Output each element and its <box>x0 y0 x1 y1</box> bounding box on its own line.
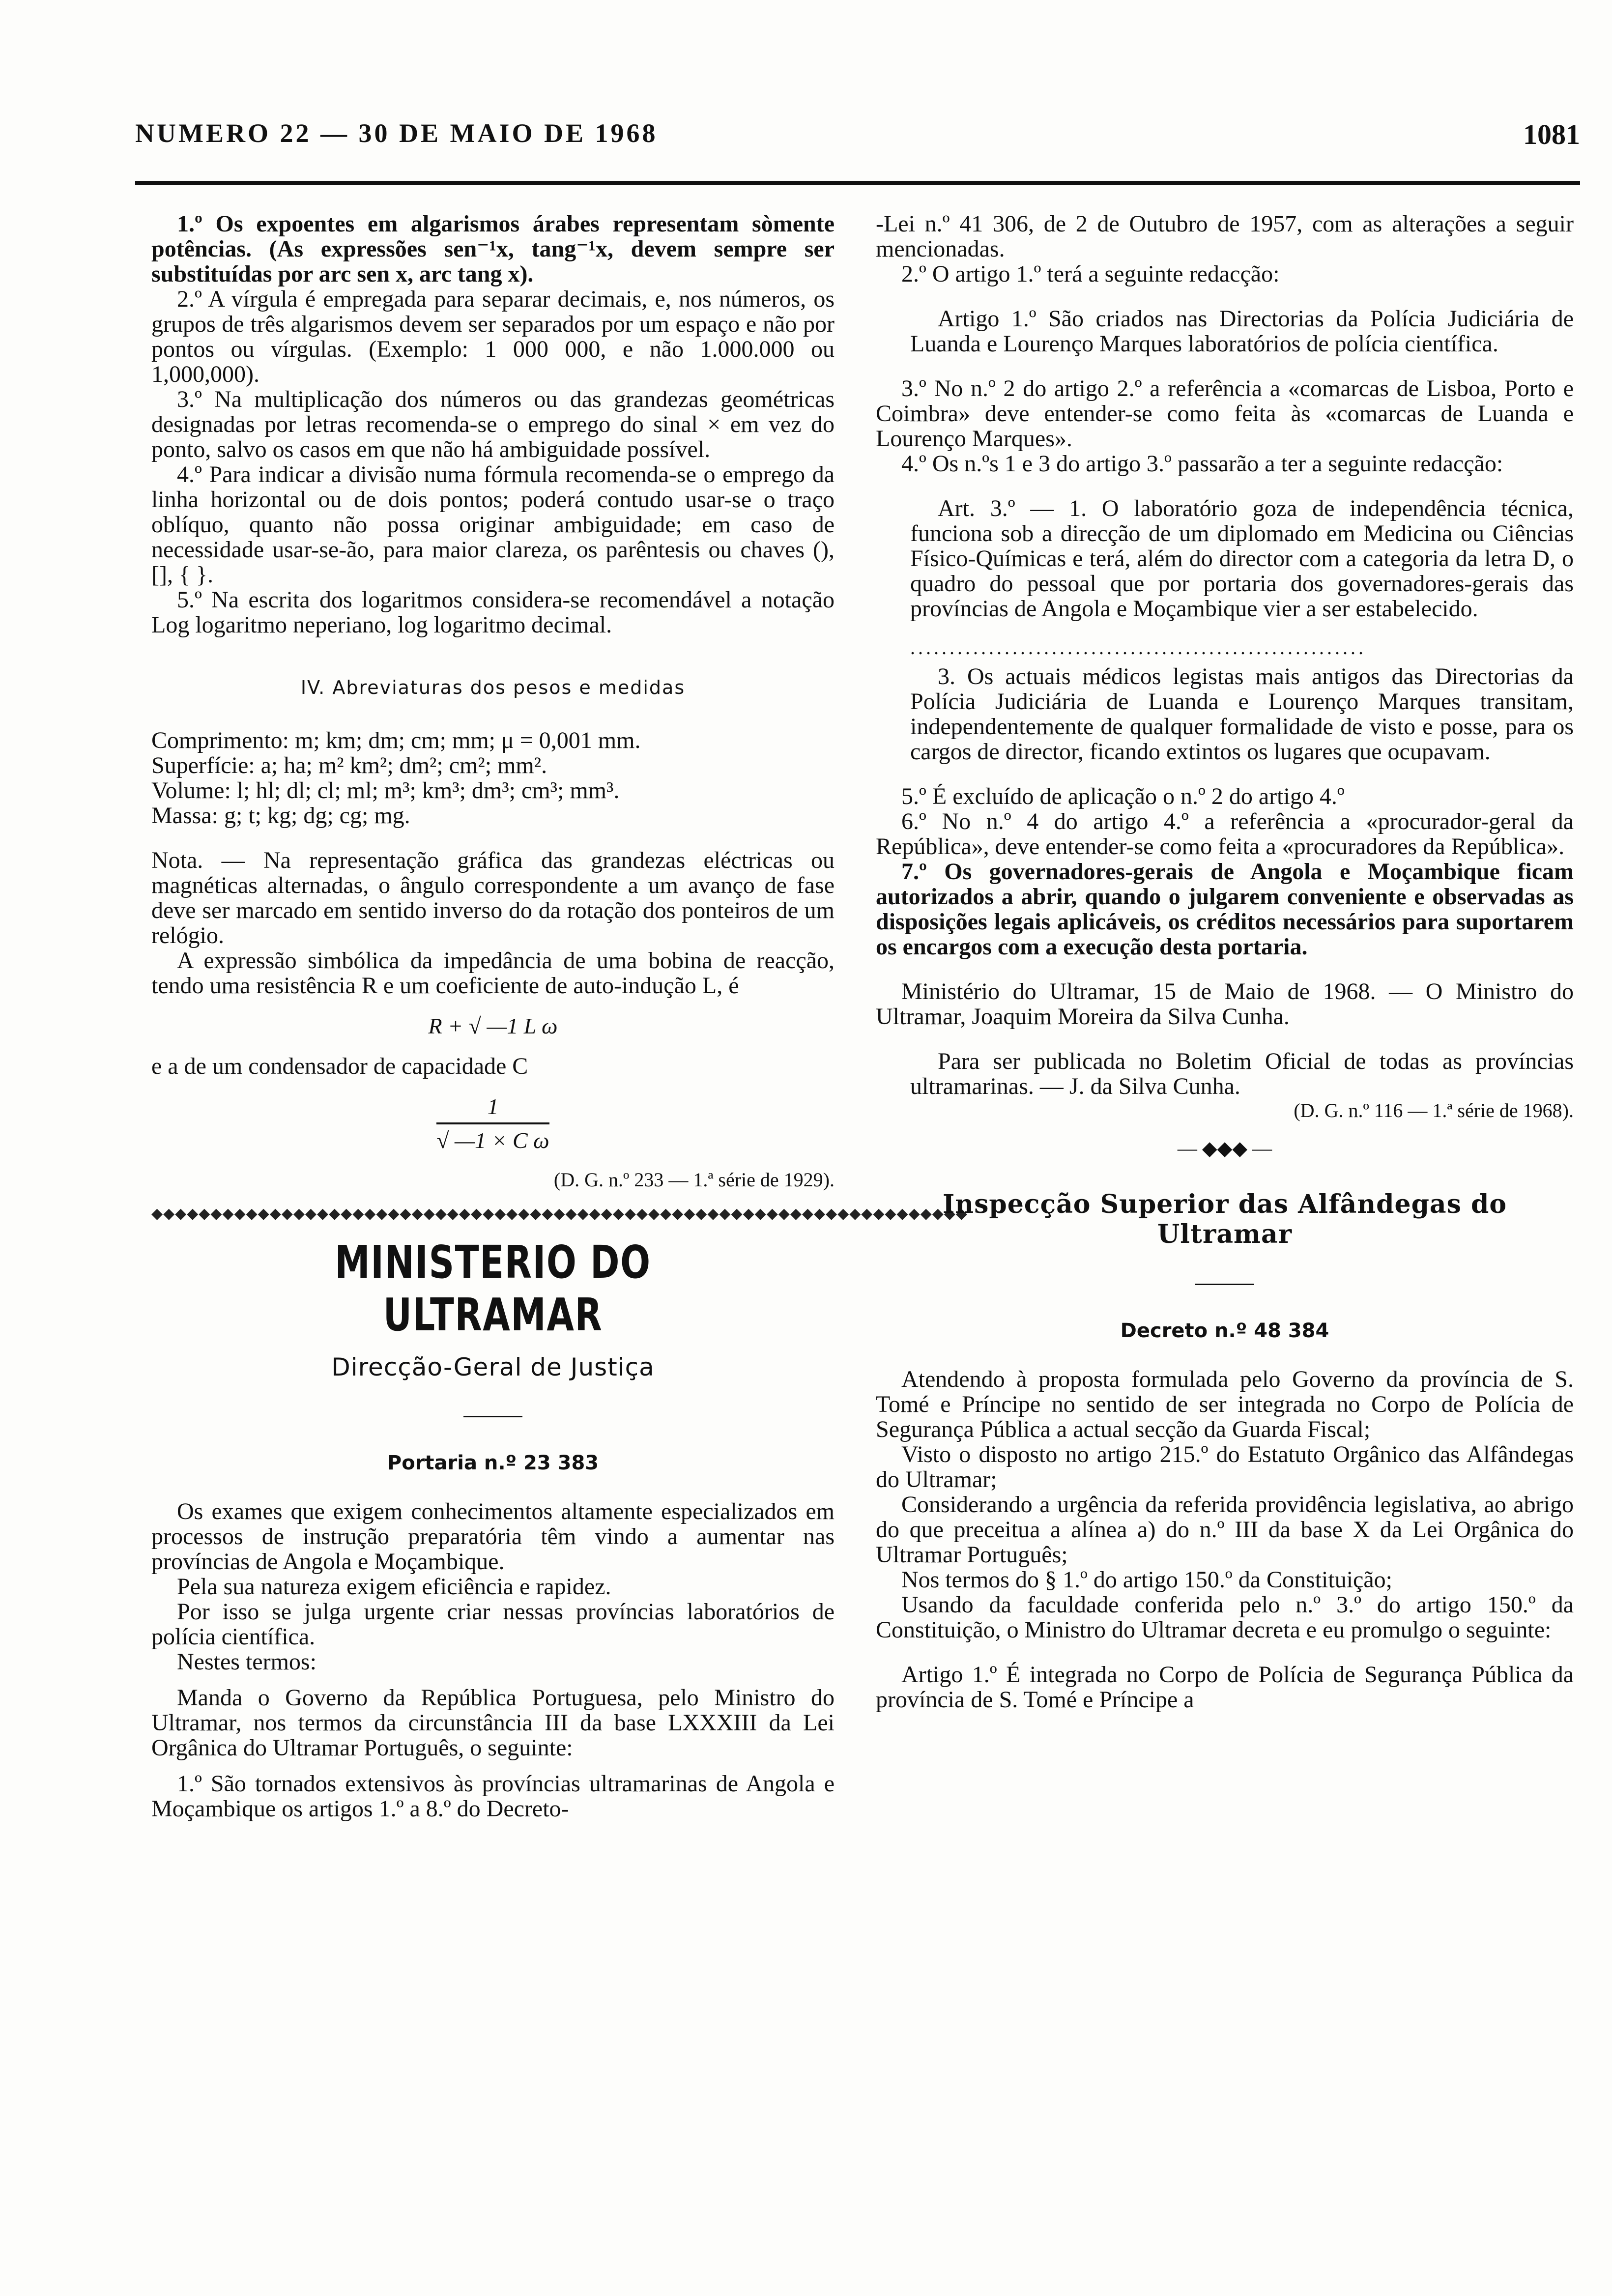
unit-volume: Volume: l; hl; dl; cl; ml; m³; km³; dm³; cm³; mm³. <box>151 777 620 804</box>
ellipsis-dots: .......................................................... <box>910 636 1366 659</box>
page-number: 1081 <box>1523 118 1580 150</box>
section-title: IV. Abreviaturas dos pesos e medidas <box>300 677 686 698</box>
item-2: 2.º O artigo 1.º terá a seguinte redacção: <box>901 261 1280 287</box>
decreto-para-4: Nos termos do § 1.º do artigo 150.º da Constituição; <box>901 1567 1392 1593</box>
unit-area: Superfície: a; ha; m² km²; dm²; cm²; mm². <box>151 752 547 778</box>
formula-coil: R + √ —1 L ω <box>428 1013 558 1038</box>
rule-4: 4.º Para indicar a divisão numa fórmula recomenda-se o emprego da linha horizontal ou de dois pontos; poderá contudo usar-se o traço oblíquo, quanto não possa originar ambiguidade; em caso de necessidade usar-se-ão, para maior clareza, os parêntesis ou chaves (), [], { }. <box>151 461 835 588</box>
portaria-para-2: Pela sua natureza exigem eficiência e rapidez. <box>177 1574 611 1600</box>
separator-mark: — ◆◆◆ — <box>1177 1137 1272 1159</box>
reference-1968: (D. G. n.º 116 — 1.ª série de 1968). <box>1294 1099 1574 1121</box>
decreto-para-3: Considerando a urgência da referida providência legislativa, ao abrigo do que preceitua a alínea a) do n.º III da base X da Lei Orgânica do Ultramar Português; <box>876 1492 1574 1568</box>
right-column <box>876 211 1574 1712</box>
directorate-title: Direcção-Geral de Justiça <box>331 1353 655 1381</box>
rule-1: 1.º Os expoentes em algarismos árabes representam sòmente potências. (As expressões sen⁻¹x, tang⁻¹x, devem sempre ser substituídas por arc sen x, arc tang x). <box>151 211 835 287</box>
decree-continuation: -Lei n.º 41 306, de 2 de Outubro de 1957, com as alterações a seguir mencionadas. <box>876 211 1574 262</box>
item-6: 6.º No n.º 4 do artigo 4.º a referência a «procurador-geral da República», deve entender-se como feita a «procuradores da República». <box>876 808 1574 860</box>
fraction-numerator: 1 <box>436 1093 549 1124</box>
page-header <box>135 118 1580 157</box>
fraction-denominator: √ —1 × C ω <box>436 1128 549 1153</box>
rule-2: 2.º A vírgula é empregada para separar decimais, e, nos números, os grupos de três algarismos devem ser separados por um espaço e não por pontos ou vírgulas. (Exemplo: 1 000 000, e não 1.000.000 ou 1,000,000). <box>151 286 835 387</box>
publication-note: Para ser publicada no Boletim Oficial de todas as províncias ultramarinas. — J. da Silva Cunha. <box>910 1048 1574 1099</box>
decreto-title: Decreto n.º 48 384 <box>1120 1320 1329 1342</box>
portaria-title: Portaria n.º 23 383 <box>387 1452 599 1474</box>
item-3: 3.º No n.º 2 do artigo 2.º a referência a «comarcas de Lisboa, Porto e Coimbra» deve entender-se como feita às «comarcas de Luanda e Lourenço Marques». <box>876 375 1574 452</box>
quote-art-3-2: 3. Os actuais médicos legistas mais antigos das Directorias da Polícia Judiciária de Luanda e Lourenço Marques transitam, independentemente de qualquer formalidade de visto e posse, para os cargos de director, ficando extintos os lugares que ocupavam. <box>910 663 1574 765</box>
portaria-para-3: Por isso se julga urgente criar nessas províncias laboratórios de polícia científica. <box>151 1599 835 1650</box>
short-rule <box>463 1416 522 1417</box>
quote-art-3: Art. 3.º — 1. O laboratório goza de independência técnica, funciona sob a direcção de um diplomado em Medicina ou Ciências Físico-Químicas e terá, além do director com a categoria da letra D, o quadro do pessoal que por portaria dos governadores-gerais das províncias de Angola e Moçambique vier a ser estabelecido. <box>910 495 1574 622</box>
issue-date: NUMERO 22 — 30 DE MAIO DE 1968 <box>135 118 658 148</box>
condensador-text: e a de um condensador de capacidade C <box>151 1053 528 1079</box>
rule-3: 3.º Na multiplicação dos números ou das grandezas geométricas designadas por letras recomenda-se o emprego do sinal × em vez do ponto, salvo os casos em que não há ambiguidade possível. <box>151 386 835 462</box>
decreto-para-6: Artigo 1.º É integrada no Corpo de Polícia de Segurança Pública da província de S. Tomé e Príncipe a <box>876 1662 1574 1713</box>
left-column <box>151 211 968 1822</box>
quote-artigo-1: Artigo 1.º São criados nas Directorias da Polícia Judiciária de Luanda e Lourenço Marques laboratórios de polícia científica. <box>910 306 1574 357</box>
nota: Nota. — Na representação gráfica das grandezas eléctricas ou magnéticas alternadas, o ângulo correspondente a um avanço de fase deve ser marcado em sentido inverso do da rotação dos ponteiros de um relógio. <box>151 847 835 948</box>
short-rule-2 <box>1195 1284 1254 1285</box>
decreto-para-5: Usando da faculdade conferida pelo n.º 3.º do artigo 150.º da Constituição, o Ministro do Ultramar decreta e eu promulgo o seguinte: <box>876 1592 1574 1643</box>
decreto-para-2: Visto o disposto no artigo 215.º do Estatuto Orgânico das Alfândegas do Ultramar; <box>876 1441 1574 1492</box>
unit-mass: Massa: g; t; kg; dg; cg; mg. <box>151 803 410 829</box>
impedance-text: A expressão simbólica da impedância de uma bobina de reacção, tendo uma resistência R e um coeficiente de auto-indução L, é <box>151 947 835 999</box>
unit-length: Comprimento: m; km; dm; cm; mm; μ = 0,001 mm. <box>151 727 641 753</box>
ornament-rule: ◆◆◆◆◆◆◆◆◆◆◆◆◆◆◆◆◆◆◆◆◆◆◆◆◆◆◆◆◆◆◆◆◆◆◆◆◆◆◆◆◆◆◆◆◆◆◆◆◆◆◆◆◆◆◆◆◆◆◆◆◆◆◆◆◆◆◆◆◆ <box>151 1205 968 1222</box>
ministry-title: MINISTERIO DO ULTRAMAR <box>335 1236 651 1341</box>
portaria-para-4: Nestes termos: <box>177 1649 317 1675</box>
formula-condenser <box>151 1093 835 1153</box>
fraction <box>436 1093 549 1153</box>
item-4: 4.º Os n.ºs 1 e 3 do artigo 3.º passarão a ter a seguinte redacção: <box>901 451 1503 477</box>
signature-line: Ministério do Ultramar, 15 de Maio de 1968. — O Ministro do Ultramar, Joaquim Moreira da Silva Cunha. <box>876 978 1574 1030</box>
inspection-title: Inspecção Superior das Alfândegas do Ultramar <box>942 1189 1507 1249</box>
item-5: 5.º É excluído de aplicação o n.º 2 do artigo 4.º <box>901 783 1345 809</box>
header-rule <box>135 181 1580 185</box>
item-7: 7.º Os governadores-gerais de Angola e Moçambique ficam autorizados a abrir, quando o julgarem conveniente e observadas as disposições legais aplicáveis, os créditos necessários para suportarem os encargos com a execução desta portaria. <box>876 859 1574 960</box>
rule-5: 5.º Na escrita dos logaritmos considera-se recomendável a notação Log logaritmo neperiano, log logaritmo decimal. <box>151 587 835 638</box>
decreto-para-1: Atendendo à proposta formulada pelo Governo da província de S. Tomé e Príncipe no sentido de ser integrada no Corpo de Polícia de Segurança Pública a actual secção da Guarda Fiscal; <box>876 1366 1574 1442</box>
portaria-para-1: Os exames que exigem conhecimentos altamente especializados em processos de instrução preparatória têm vindo a aumentar nas províncias de Angola e Moçambique. <box>151 1498 835 1575</box>
portaria-para-5: Manda o Governo da República Portuguesa, pelo Ministro do Ultramar, nos termos da circunstância III da base LXXXIII da Lei Orgânica do Ultramar Português, o seguinte: <box>151 1685 835 1761</box>
reference-1929: (D. G. n.º 233 — 1.ª série de 1929). <box>553 1169 835 1191</box>
portaria-para-6: 1.º São tornados extensivos às províncias ultramarinas de Angola e Moçambique os artigos 1.º a 8.º do Decreto- <box>151 1771 835 1822</box>
units-list <box>151 728 835 828</box>
